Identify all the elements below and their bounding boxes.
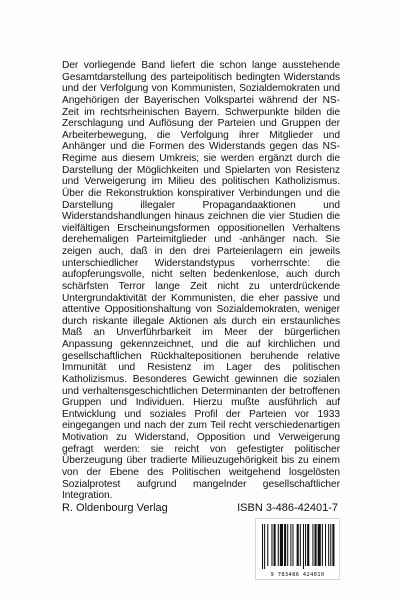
barcode-bar — [300, 524, 301, 566]
barcode-bar — [287, 524, 288, 566]
barcode-bar — [315, 524, 317, 566]
publisher-name: R. Oldenbourg Verlag — [62, 502, 168, 514]
barcode-bar — [307, 524, 309, 566]
isbn-barcode — [256, 519, 339, 579]
barcode-digits: 9 783486 424010 — [270, 572, 325, 578]
barcode-bar — [322, 524, 323, 566]
barcode-bar — [330, 524, 331, 566]
barcode-bar — [303, 524, 304, 569]
barcode-bar — [274, 524, 276, 566]
blurb-text: Der vorliegende Band liefert die schon lange ausstehende Gesamtdarstellung des parteipolitisch bedingten Widerstands und der Verfolgung von Kommunisten, Sozialdemokraten und Angehörigen der Bayerischen Volkspartei während der NS-Zeit im rechtsrheinischen Bayern. Schwerpunkte bilden die Zerschlagung und Auflösung der Parteien und Gruppen der Arbeiterbewegung, die Verfolgung ihrer Mitglieder und Anhänger und die Formen des Widerstands gegen das NS-Regime aus diesem Umkreis; sie werden ergänzt durch die Darstellung der Möglichkeiten und Spielarten von Resistenz und Verweigerung im Milieu des politischen Katholizismus. Über die Rekonstruktion konspirativer Verbindungen und die Darstellung illegaler Propagandaaktionen und Widerstandshandlungen hinaus zeichnen die vier Studien die vielfältigen Erscheinungsformen oppositionellen Verhaltens derehemaligen Parteimitglieder und -anhänger nach. Sie zeigen auch, daß in den drei Parteienlagern ein jeweils unterschiedlicher Widerstandstypus vorherrschte: die aufopferungsvolle, nicht selten bedenkenlose, auch durch schärfsten Terror lange Zeit nicht zu unterdrückende Untergrundaktivität der Kommunisten, die eher passive und attentive Oppositionshaltung von Sozialdemokraten, weniger durch riskante illegale Aktionen als durch ein erstaunliches Maß an Unverführbarkeit im Meer der bürgerlichen Anpassung gekennzeichnet, und die auf kirchlichen und gesellschaftlichen Rückhaltepositionen beruhende relative Immunität und Resistenz im Lager des politischen Katholizismus. Besonderes Gewicht gewinnen die sozialen und verhaltensgeschichtlichen Determinanten der betroffenen Gruppen und Individuen. Hierzu mußte ausführlich auf Entwicklung und soziales Profil der Parteien vor 1933 eingegangen und nach der zum Teil recht verschiedenartigen Motivation zu Widerstand, Opposition und Verweigerung gefragt werden: sie reicht von gefestigter politischer Überzeugung über tradierte Milieuzugehörigkeit bis zu einem von der Ebene des Politischen weitgehend losgelösten Sozialprotest aufgrund mangelnder gesellschaftlicher Integration. — [62, 60, 340, 502]
back-cover-blurb — [62, 60, 340, 502]
barcode-bar — [280, 524, 283, 566]
barcode-bar — [305, 524, 306, 566]
barcode-bars — [256, 519, 339, 571]
barcode-bar — [325, 524, 326, 566]
barcode-bar — [267, 524, 268, 566]
barcode-bar — [292, 524, 293, 566]
barcode-bar — [318, 524, 321, 566]
barcode-bar — [264, 524, 265, 569]
barcode-bar — [271, 524, 272, 566]
barcode-bar — [297, 524, 299, 566]
barcode-bar — [284, 524, 286, 566]
barcode-bar — [262, 524, 263, 569]
barcode-bar — [278, 524, 279, 566]
barcode-bar — [312, 524, 313, 566]
barcode-bar — [290, 524, 291, 566]
barcode-bar — [328, 524, 329, 566]
isbn-number: ISBN 3-486-42401-7 — [237, 502, 338, 514]
barcode-bar — [332, 524, 334, 566]
